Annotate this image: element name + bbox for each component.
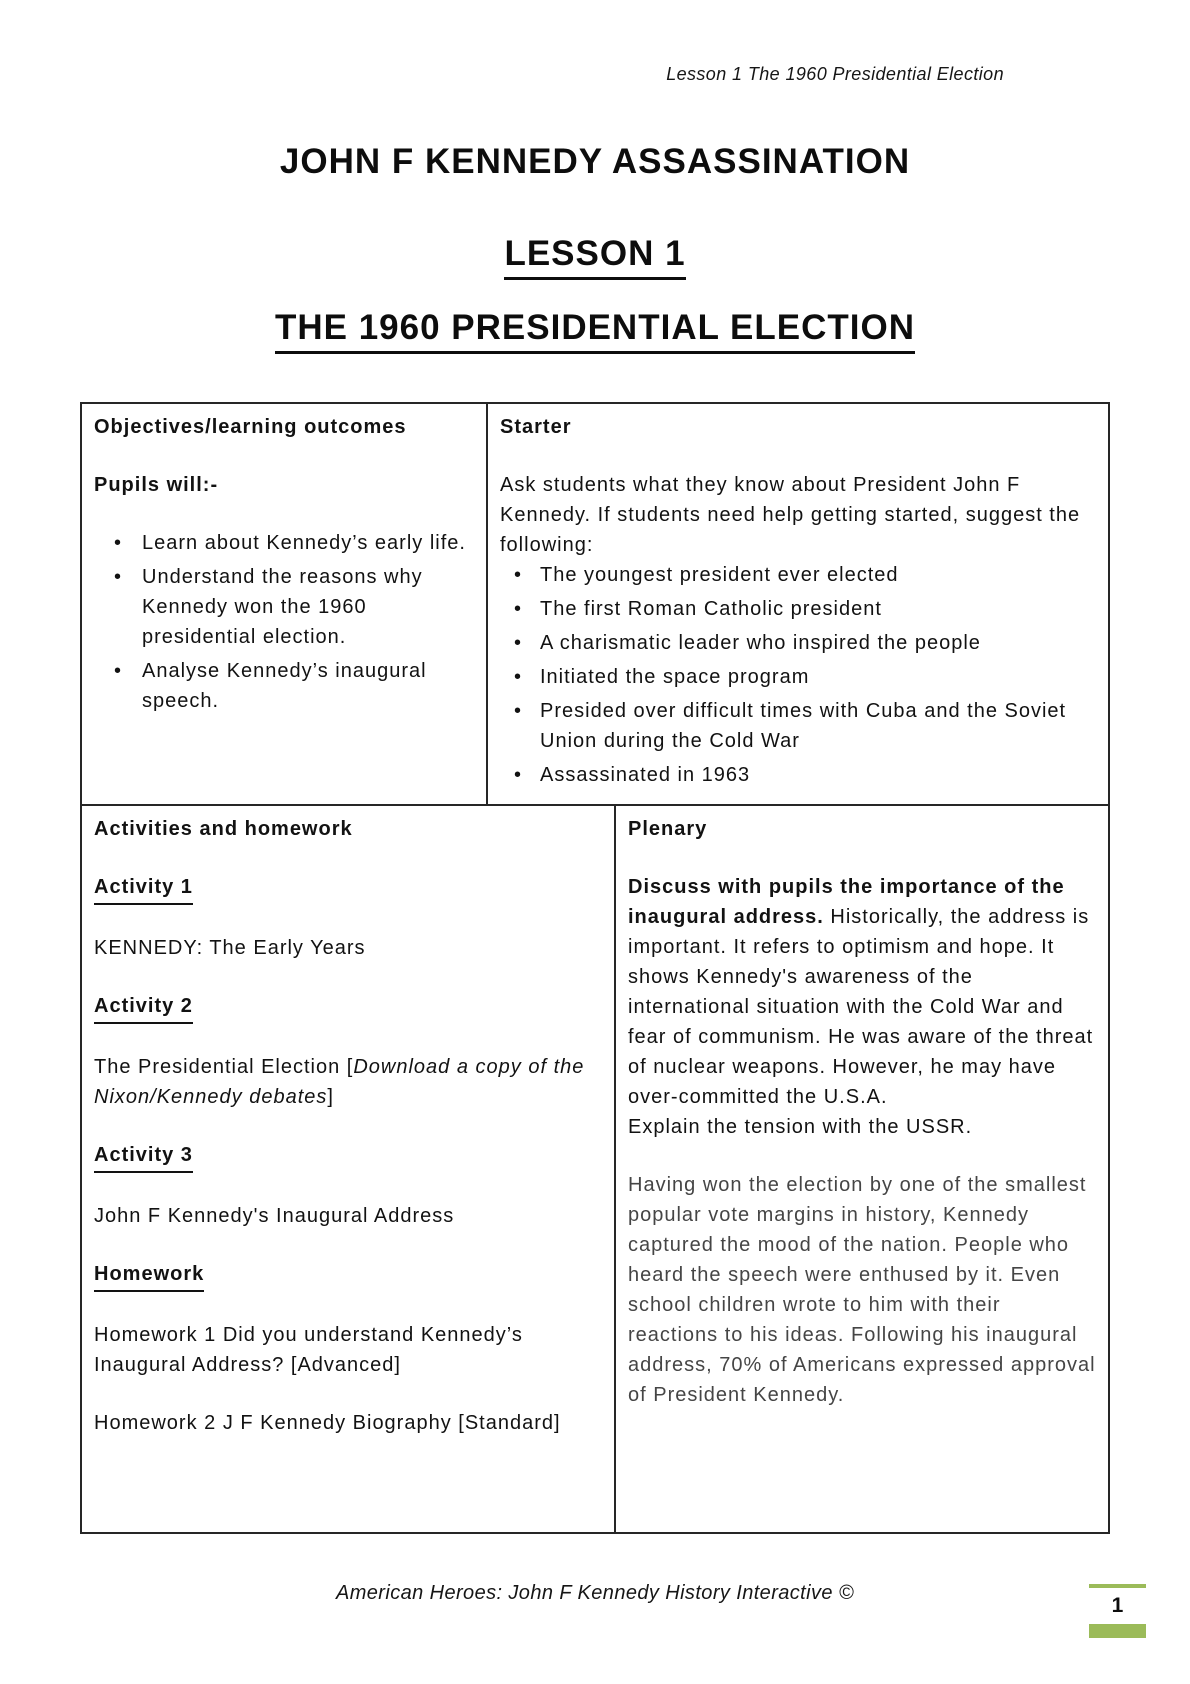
activity2-body-prefix: The Presidential Election [ [94, 1056, 354, 1078]
activity2-body-suffix: ] [327, 1086, 334, 1108]
main-title: JOHN F KENNEDY ASSASSINATION [279, 142, 911, 181]
page-number-rule-bottom [1089, 1624, 1146, 1638]
activity2-body [94, 1052, 602, 1112]
lesson-plan-table [80, 402, 1110, 1534]
objectives-intro: Pupils will:- [94, 474, 219, 496]
activity3-title-text: Activity 3 [94, 1140, 193, 1173]
table-row-top [82, 404, 1108, 804]
activity1-title [94, 872, 602, 905]
plenary-cell [614, 806, 1108, 1532]
activity2-title [94, 991, 602, 1024]
starter-bullet: • Initiated the space program [500, 662, 1096, 692]
activity1-title-text: Activity 1 [94, 872, 193, 905]
plenary-discussion-lead: Discuss with pupils the importance of the inaugural address. [628, 876, 1065, 928]
starter-heading: Starter [500, 416, 572, 438]
activities-heading: Activities and homework [94, 818, 353, 840]
homework-item-2: Homework 2 J F Kennedy Biography [Standard] [94, 1412, 561, 1434]
page-number-block [1089, 1584, 1146, 1638]
activity2-title-text: Activity 2 [94, 991, 193, 1024]
objectives-bullet-list [94, 528, 474, 716]
objectives-bullet: • Analyse Kennedy’s inaugural speech. [94, 656, 474, 716]
activity3-title [94, 1140, 602, 1173]
lesson-title-text: LESSON 1 [504, 234, 685, 280]
subtitle [80, 308, 1110, 354]
footer-credit: American Heroes: John F Kennedy History Interactive © [335, 1582, 854, 1604]
starter-bullet: • Assassinated in 1963 [500, 760, 1096, 790]
objectives-bullet: • Understand the reasons why Kennedy won the 1960 presidential election. [94, 562, 474, 652]
activities-cell [82, 806, 614, 1532]
subtitle-text: THE 1960 PRESIDENTIAL ELECTION [275, 308, 915, 354]
plenary-heading: Plenary [628, 818, 708, 840]
objectives-cell [82, 404, 486, 804]
homework-title-text: Homework [94, 1259, 204, 1292]
plenary-discussion-rest: Historically, the address is important. It refers to optimism and hope. It shows Kennedy's awareness of the international situation with the Cold War and fear of communism. He was aware of the threat of nuclear weapons. However, he may have over-committed the U.S.A. [628, 906, 1094, 1108]
starter-bullet: • The youngest president ever elected [500, 560, 1096, 590]
objectives-heading: Objectives/learning outcomes [94, 416, 407, 438]
homework-item-1: Homework 1 Did you understand Kennedy’s Inaugural Address? [Advanced] [94, 1324, 523, 1376]
homework-title [94, 1259, 602, 1292]
plenary-discussion [628, 872, 1096, 1112]
activity1-body: KENNEDY: The Early Years [94, 937, 366, 959]
starter-bullet-list [500, 560, 1096, 790]
starter-bullet: • The first Roman Catholic president [500, 594, 1096, 624]
activity2-body-italic: Download a copy of the Nixon/Kennedy debates [94, 1056, 585, 1108]
activity3-body: John F Kennedy's Inaugural Address [94, 1205, 455, 1227]
plenary-explain-line: Explain the tension with the USSR. [628, 1116, 973, 1138]
page-number: 1 [1111, 1594, 1124, 1617]
starter-intro: Ask students what they know about President John F Kennedy. If students need help getting started, suggest the following: [500, 474, 1081, 556]
lesson-title [80, 234, 1110, 280]
objectives-bullet: • Learn about Kennedy’s early life. [94, 528, 474, 558]
table-row-bottom [82, 804, 1108, 1532]
starter-bullet: • Presided over difficult times with Cuba and the Soviet Union during the Cold War [500, 696, 1096, 756]
starter-bullet: • A charismatic leader who inspired the people [500, 628, 1096, 658]
plenary-paragraph: Having won the election by one of the smallest popular vote margins in history, Kennedy captured the mood of the nation. People who heard the speech were enthused by it. Even school children wrote to him with their reactions to his ideas. Following his inaugural address, 70% of Americans expressed approval of President Kennedy. [628, 1174, 1096, 1406]
page-header-note: Lesson 1 The 1960 Presidential Election [666, 64, 1004, 84]
starter-cell [486, 404, 1108, 804]
